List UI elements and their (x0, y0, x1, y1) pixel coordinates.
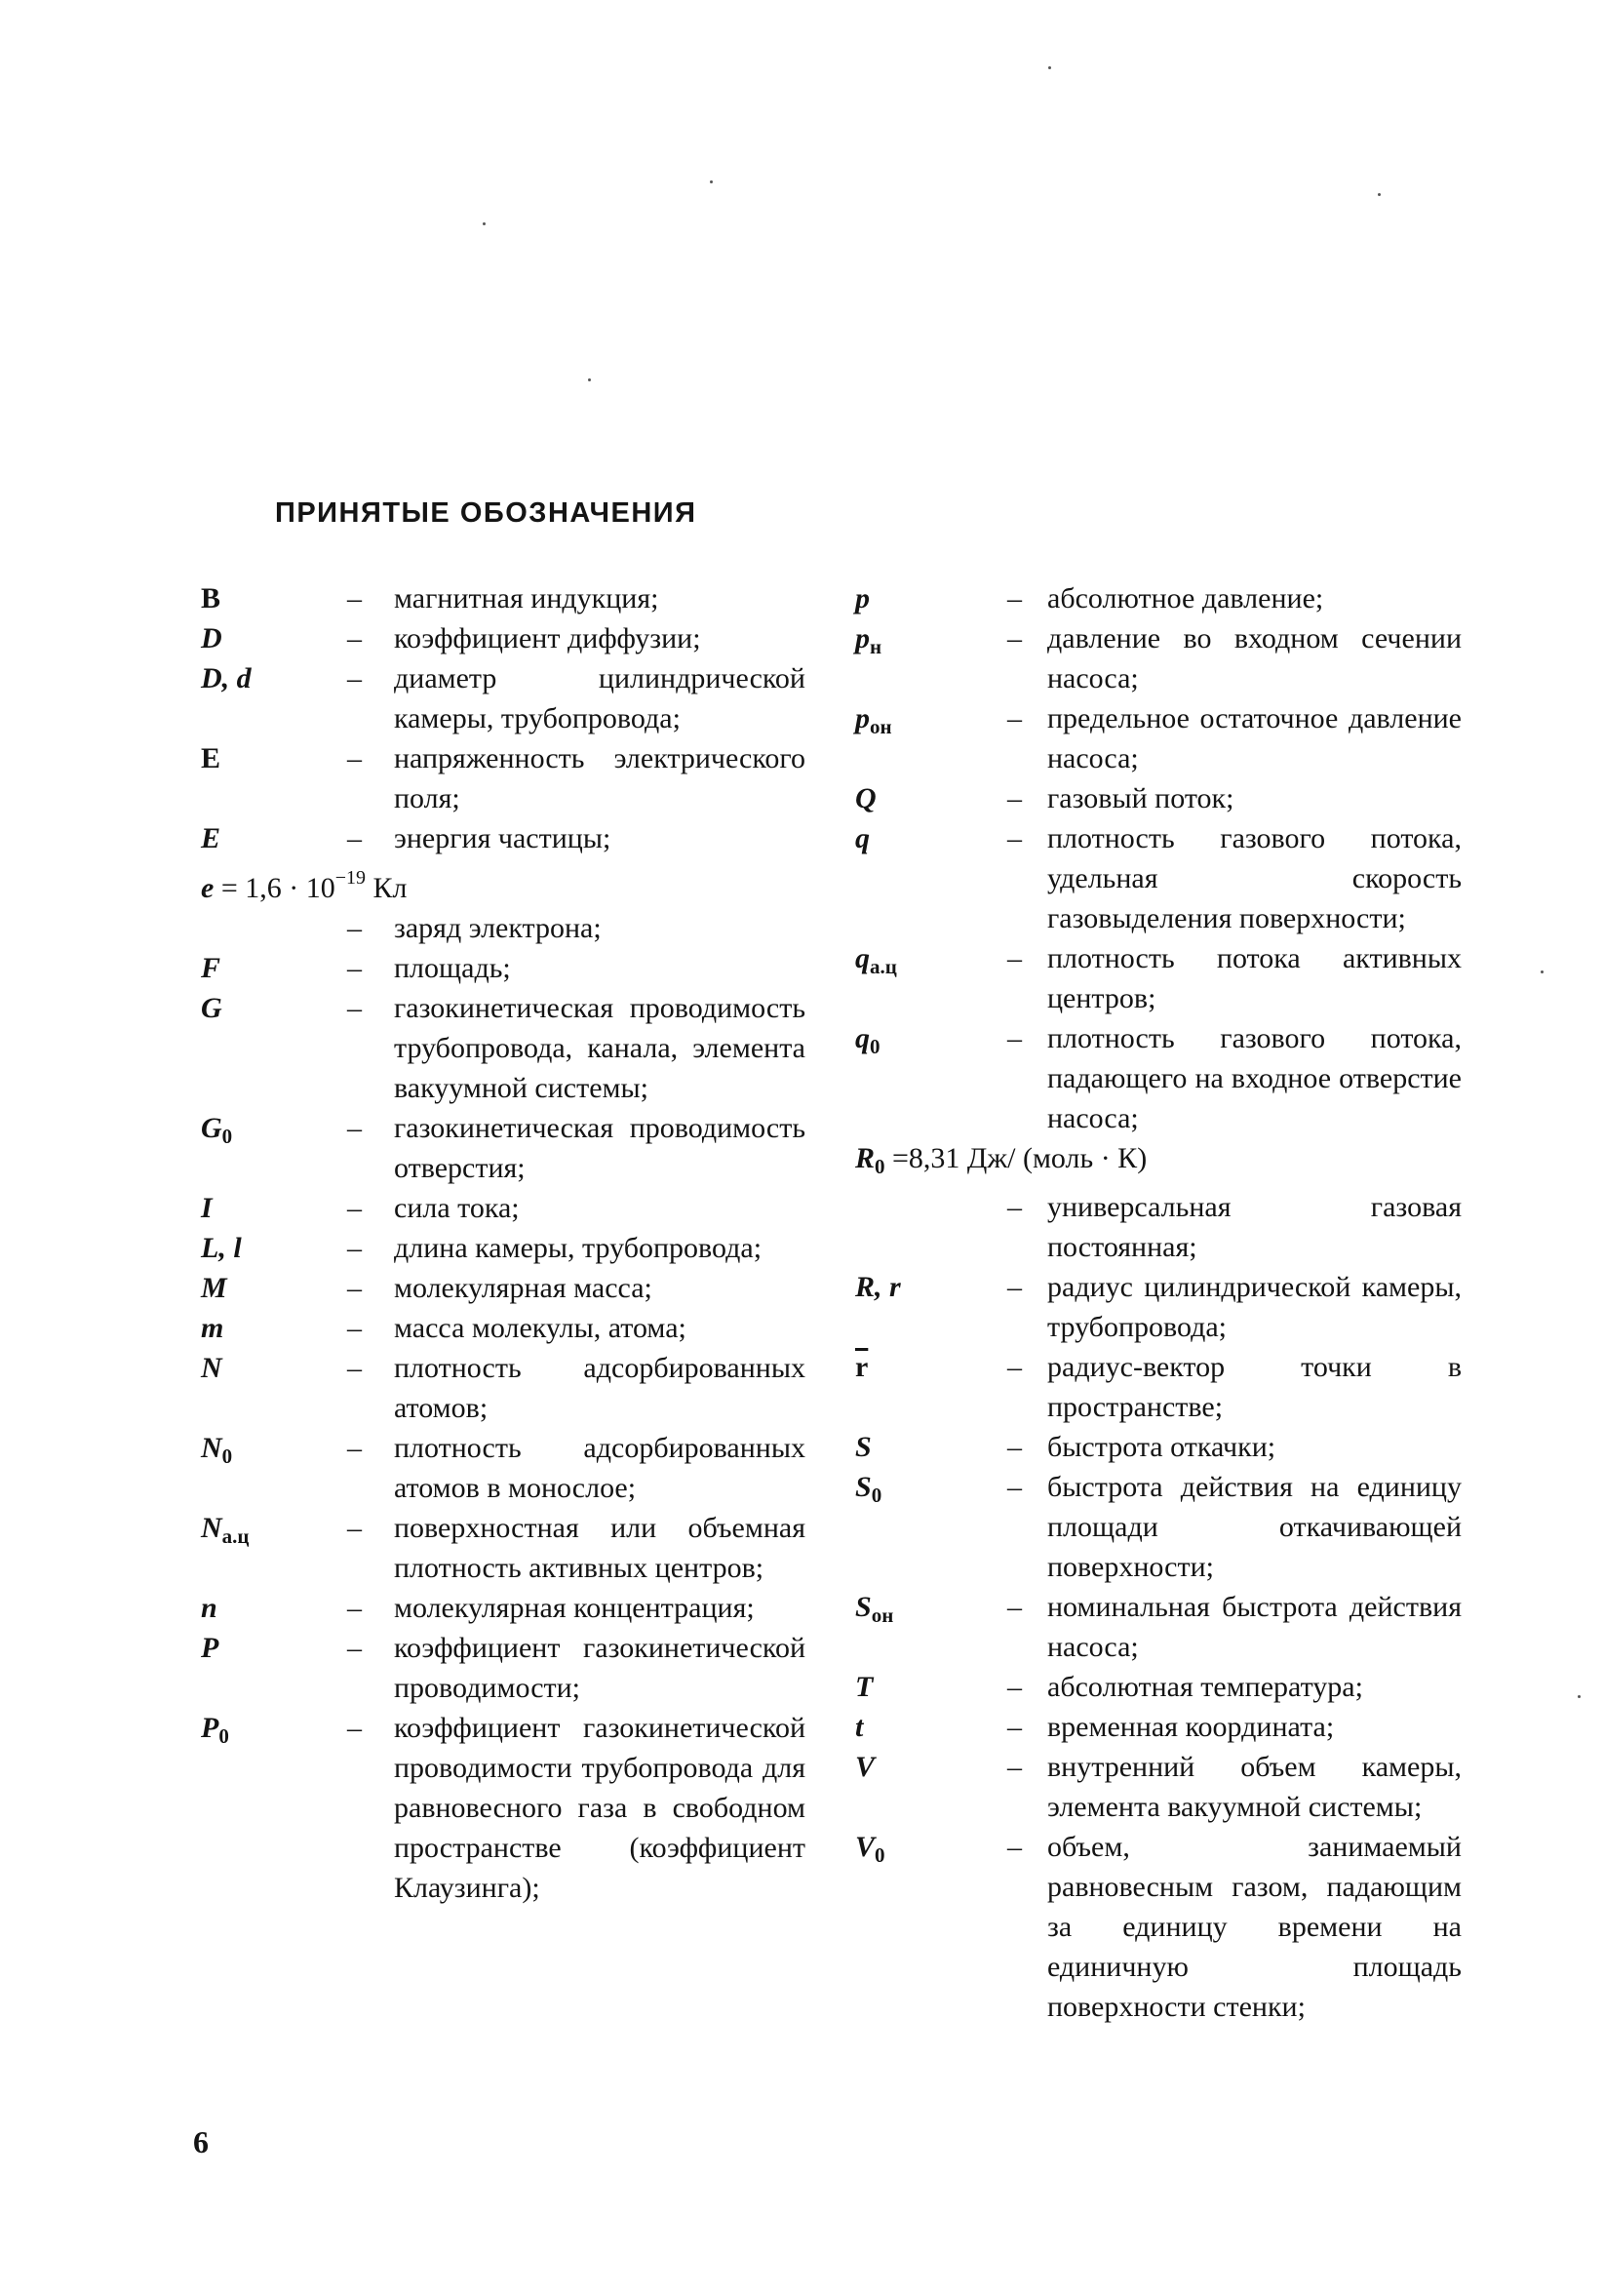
entry-symbol (201, 1188, 213, 1228)
symbol-letter: N (201, 1352, 222, 1384)
entry-description: длина камеры, трубопровода; (394, 1232, 763, 1264)
symbol-subscript: 0 (871, 1484, 882, 1507)
entry-symbol (855, 1827, 885, 1876)
scan-speck (710, 180, 713, 183)
symbol-subscript: он (870, 715, 892, 738)
scan-speck (483, 222, 486, 225)
entry-description: энергия частицы; (394, 822, 611, 854)
symbol-subscript: н (870, 635, 882, 658)
symbol-letter: q (855, 942, 870, 974)
entry-description: универсальная газовая постоянная; (1047, 1191, 1462, 1263)
entry-dash: – (1007, 1711, 1022, 1743)
entry-description: абсолютное давление; (1047, 582, 1324, 614)
entry-dash: – (347, 1512, 362, 1544)
glossary-entry (201, 658, 805, 738)
entry-dash: – (347, 1632, 362, 1664)
constant-line (855, 1138, 1462, 1187)
symbol-letter: $\overline{r}$ (855, 1351, 869, 1383)
symbol-subscript: а.ц (870, 955, 897, 978)
symbol-letter: p (855, 702, 870, 734)
entry-symbol (201, 1628, 218, 1668)
entry-description: быстрота действия на единицу площади откачивающей поверхности; (1047, 1471, 1462, 1583)
entry-symbol (201, 738, 220, 778)
entry-description: плотность газового потока, удельная скорость газовыделения поверхности; (1047, 822, 1462, 934)
symbol-letter: q (855, 1022, 870, 1054)
entry-symbol (201, 1268, 227, 1308)
symbol-letter: N (201, 1432, 222, 1464)
glossary-entry (855, 1267, 1462, 1347)
symbol-letter: m (201, 1312, 224, 1344)
glossary-entry (201, 948, 805, 988)
constant-symbol (201, 872, 214, 904)
entry-symbol (201, 1508, 250, 1557)
symbol-letter: E (201, 822, 221, 854)
entry-description: давление во входном сечении насоса; (1047, 622, 1462, 694)
glossary-entry (201, 1108, 805, 1188)
entry-symbol (855, 1467, 881, 1516)
symbol-letter: S (855, 1471, 872, 1503)
entry-symbol (201, 988, 222, 1028)
entry-description: быстрота откачки; (1047, 1431, 1276, 1463)
entry-symbol (855, 578, 870, 618)
entry-description: плотность адсорбированных атомов в монослое; (394, 1432, 805, 1504)
entry-description: плотность газового потока, падающего на входное отверстие насоса; (1047, 1022, 1462, 1134)
symbol-letter: L, l (201, 1232, 242, 1264)
entry-dash: – (347, 1592, 362, 1624)
entry-dash: – (347, 1272, 362, 1304)
entry-symbol (855, 778, 877, 818)
scan-speck (1048, 66, 1051, 69)
entry-description: сила тока; (394, 1192, 520, 1224)
entry-description: плотность потока активных центров; (1047, 942, 1462, 1014)
symbol-letter: F (201, 952, 221, 984)
entry-dash: – (347, 912, 362, 944)
symbol-subscript: 0 (870, 1035, 880, 1058)
symbol-subscript: 0 (218, 1724, 229, 1748)
entry-description: радиус цилиндрической камеры, трубопровода; (1047, 1271, 1462, 1343)
entry-symbol (201, 618, 222, 658)
glossary-entry (855, 818, 1462, 938)
symbol-letter: B (201, 582, 221, 614)
entry-description: диаметр цилиндрической камеры, трубопровода; (394, 662, 805, 734)
entry-dash: – (1007, 1831, 1022, 1863)
entry-dash: – (347, 742, 362, 774)
entry-dash: – (1007, 1591, 1022, 1623)
entry-dash: – (1007, 1271, 1022, 1303)
symbol-letter: Q (855, 782, 877, 814)
entry-description: коэффициент газокинетической проводимости; (394, 1632, 805, 1704)
left-column (201, 578, 805, 1908)
glossary-entry (855, 698, 1462, 778)
glossary-entry (855, 1018, 1462, 1138)
entry-description: коэффициент диффузии; (394, 622, 701, 654)
entry-description: заряд электрона; (394, 912, 602, 944)
entry-symbol (201, 1308, 223, 1348)
entry-symbol (855, 1018, 880, 1067)
entry-dash: – (1007, 702, 1022, 734)
glossary-entry (201, 1508, 805, 1588)
entry-description: газовый поток; (1047, 782, 1234, 814)
entry-dash: – (347, 1312, 362, 1344)
symbol-letter: p (855, 622, 870, 654)
glossary-entry (855, 1707, 1462, 1747)
entry-dash: – (1007, 822, 1022, 854)
entry-dash: – (347, 662, 362, 694)
glossary-entry (855, 1187, 1462, 1267)
symbol-letter: R, r (855, 1271, 901, 1303)
glossary-entry (201, 1348, 805, 1428)
glossary-entry (201, 738, 805, 818)
glossary-entry (201, 1628, 805, 1708)
right-column (855, 578, 1462, 2027)
entry-description: газокинетическая проводимость отверстия; (394, 1112, 805, 1184)
entry-description: магнитная индукция; (394, 582, 659, 614)
symbol-subscript: он (871, 1603, 894, 1627)
constant-subscript: 0 (875, 1155, 885, 1178)
symbol-letter: t (855, 1711, 864, 1743)
entry-symbol (201, 658, 252, 698)
symbol-letter: q (855, 822, 870, 854)
glossary-entry (855, 1587, 1462, 1667)
entry-description: поверхностная или объемная плотность активных центров; (394, 1512, 805, 1584)
entry-dash: – (1007, 1751, 1022, 1783)
glossary-entry (855, 1467, 1462, 1587)
entry-symbol (855, 1747, 875, 1787)
entry-symbol (201, 1348, 222, 1388)
entry-dash: – (347, 1432, 362, 1464)
symbol-letter: S (855, 1591, 872, 1623)
symbol-letter: n (201, 1592, 217, 1624)
constant-exponent: −19 (334, 867, 367, 889)
entry-description: номинальная быстрота действия насоса; (1047, 1591, 1462, 1663)
symbol-subscript: 0 (221, 1125, 233, 1148)
symbol-subscript: 0 (221, 1445, 233, 1468)
glossary-entry (855, 1427, 1462, 1467)
entry-symbol (855, 1707, 863, 1747)
entry-dash: – (1007, 582, 1022, 614)
glossary-entry (201, 1428, 805, 1508)
symbol-letter: V (855, 1751, 876, 1783)
entry-symbol (855, 1427, 872, 1467)
entry-dash: – (347, 1232, 362, 1264)
entry-symbol (855, 938, 897, 987)
scan-speck (1541, 970, 1544, 973)
constant-symbol-letter: e (201, 872, 215, 904)
entry-symbol (201, 1708, 229, 1757)
symbol-letter: P (201, 1632, 219, 1664)
entry-dash: – (1007, 782, 1022, 814)
symbol-letter: T (855, 1671, 874, 1703)
entry-symbol (201, 1108, 232, 1157)
glossary-entry (201, 988, 805, 1108)
symbol-letter: I (201, 1192, 213, 1224)
constant-unit: Кл (366, 872, 408, 904)
glossary-entry (855, 1827, 1462, 2027)
entry-dash: – (1007, 1022, 1022, 1054)
entry-description: объем, занимаемый равновесным газом, падающим за единицу времени на единичную площадь поверхности стенки; (1047, 1831, 1462, 2023)
entry-description: газокинетическая проводимость трубопровода, канала, элемента вакуумной системы; (394, 992, 805, 1104)
entry-dash: – (347, 1112, 362, 1144)
symbol-letter: G (201, 992, 222, 1024)
symbol-letter: G (201, 1112, 222, 1144)
scan-speck (1578, 1695, 1581, 1698)
glossary-entry (201, 1228, 805, 1268)
entry-dash: – (1007, 1431, 1022, 1463)
entry-symbol (201, 818, 220, 858)
symbol-letter: P (201, 1712, 219, 1744)
entry-dash: – (1007, 1471, 1022, 1503)
entry-dash: – (1007, 942, 1022, 974)
entry-dash: – (1007, 622, 1022, 654)
entry-symbol (855, 1667, 873, 1707)
entry-description: напряженность электрического поля; (394, 742, 805, 814)
glossary-entry (855, 1747, 1462, 1827)
entry-dash: – (1007, 1191, 1022, 1223)
glossary-entry (855, 938, 1462, 1018)
entry-symbol (855, 818, 870, 858)
constant-symbol (855, 1142, 885, 1178)
glossary-entry (201, 1268, 805, 1308)
constant-symbol-letter: R (855, 1142, 876, 1174)
glossary-entry (201, 618, 805, 658)
glossary-entry (855, 578, 1462, 618)
entry-description: радиус-вектор точки в пространстве; (1047, 1351, 1462, 1423)
glossary-entry (855, 618, 1462, 698)
entry-dash: – (347, 1192, 362, 1224)
symbol-letter: D, d (201, 662, 252, 694)
scan-speck (1378, 193, 1381, 196)
entry-symbol (855, 1347, 868, 1387)
entry-symbol (201, 578, 220, 618)
entry-symbol (201, 1588, 217, 1628)
entry-description: площадь; (394, 952, 511, 984)
glossary-entry (855, 1347, 1462, 1427)
symbol-subscript: 0 (875, 1843, 885, 1867)
constant-line (201, 858, 805, 908)
entry-description: молекулярная концентрация; (394, 1592, 755, 1624)
entry-dash: – (347, 822, 362, 854)
entry-description: масса молекулы, атома; (394, 1312, 686, 1344)
page-heading: ПРИНЯТЫЕ ОБОЗНАЧЕНИЯ (275, 497, 697, 529)
entry-description: абсолютная температура; (1047, 1671, 1363, 1703)
entry-dash: – (347, 582, 362, 614)
entry-dash: – (347, 952, 362, 984)
entry-description: предельное остаточное давление насоса; (1047, 702, 1462, 774)
glossary-entry (201, 1308, 805, 1348)
entry-symbol (201, 948, 220, 988)
scan-speck (588, 378, 591, 381)
symbol-letter: p (855, 582, 870, 614)
entry-symbol (855, 1587, 893, 1636)
entry-symbol (855, 1267, 901, 1307)
constant-value: = 1,6 · 10 (214, 872, 335, 904)
glossary-entry (201, 1708, 805, 1908)
glossary-entry (201, 1588, 805, 1628)
entry-description: молекулярная масса; (394, 1272, 652, 1304)
entry-description: коэффициент газокинетической проводимости трубопровода для равновесного газа в свободном пространстве (коэффициент Клаузинга); (394, 1712, 805, 1904)
glossary-entry (855, 778, 1462, 818)
entry-symbol (855, 698, 892, 747)
entry-dash: – (347, 1712, 362, 1744)
entry-symbol (855, 618, 881, 667)
entry-description: временная координата; (1047, 1711, 1335, 1743)
glossary-entry (201, 578, 805, 618)
entry-dash: – (1007, 1671, 1022, 1703)
symbol-letter: E (201, 742, 221, 774)
glossary-entry (201, 818, 805, 858)
page-number: 6 (193, 2124, 209, 2159)
entry-dash: – (347, 992, 362, 1024)
entry-symbol (201, 1428, 232, 1477)
entry-description: плотность адсорбированных атомов; (394, 1352, 805, 1424)
entry-symbol (201, 1228, 242, 1268)
entry-dash: – (1007, 1351, 1022, 1383)
symbol-letter: S (855, 1431, 872, 1463)
symbol-letter: N (201, 1512, 222, 1544)
glossary-entry (201, 908, 805, 948)
symbol-letter: D (201, 622, 222, 654)
glossary-entry (855, 1667, 1462, 1707)
symbol-subscript: а.ц (221, 1524, 250, 1548)
entry-description: внутренний объем камеры, элемента вакуумной системы; (1047, 1751, 1462, 1823)
constant-value: =8,31 Дж/ (моль · К) (884, 1142, 1148, 1174)
entry-dash: – (347, 1352, 362, 1384)
glossary-entry (201, 1188, 805, 1228)
entry-dash: – (347, 622, 362, 654)
symbol-letter: V (855, 1831, 876, 1863)
symbol-letter: M (201, 1272, 227, 1304)
